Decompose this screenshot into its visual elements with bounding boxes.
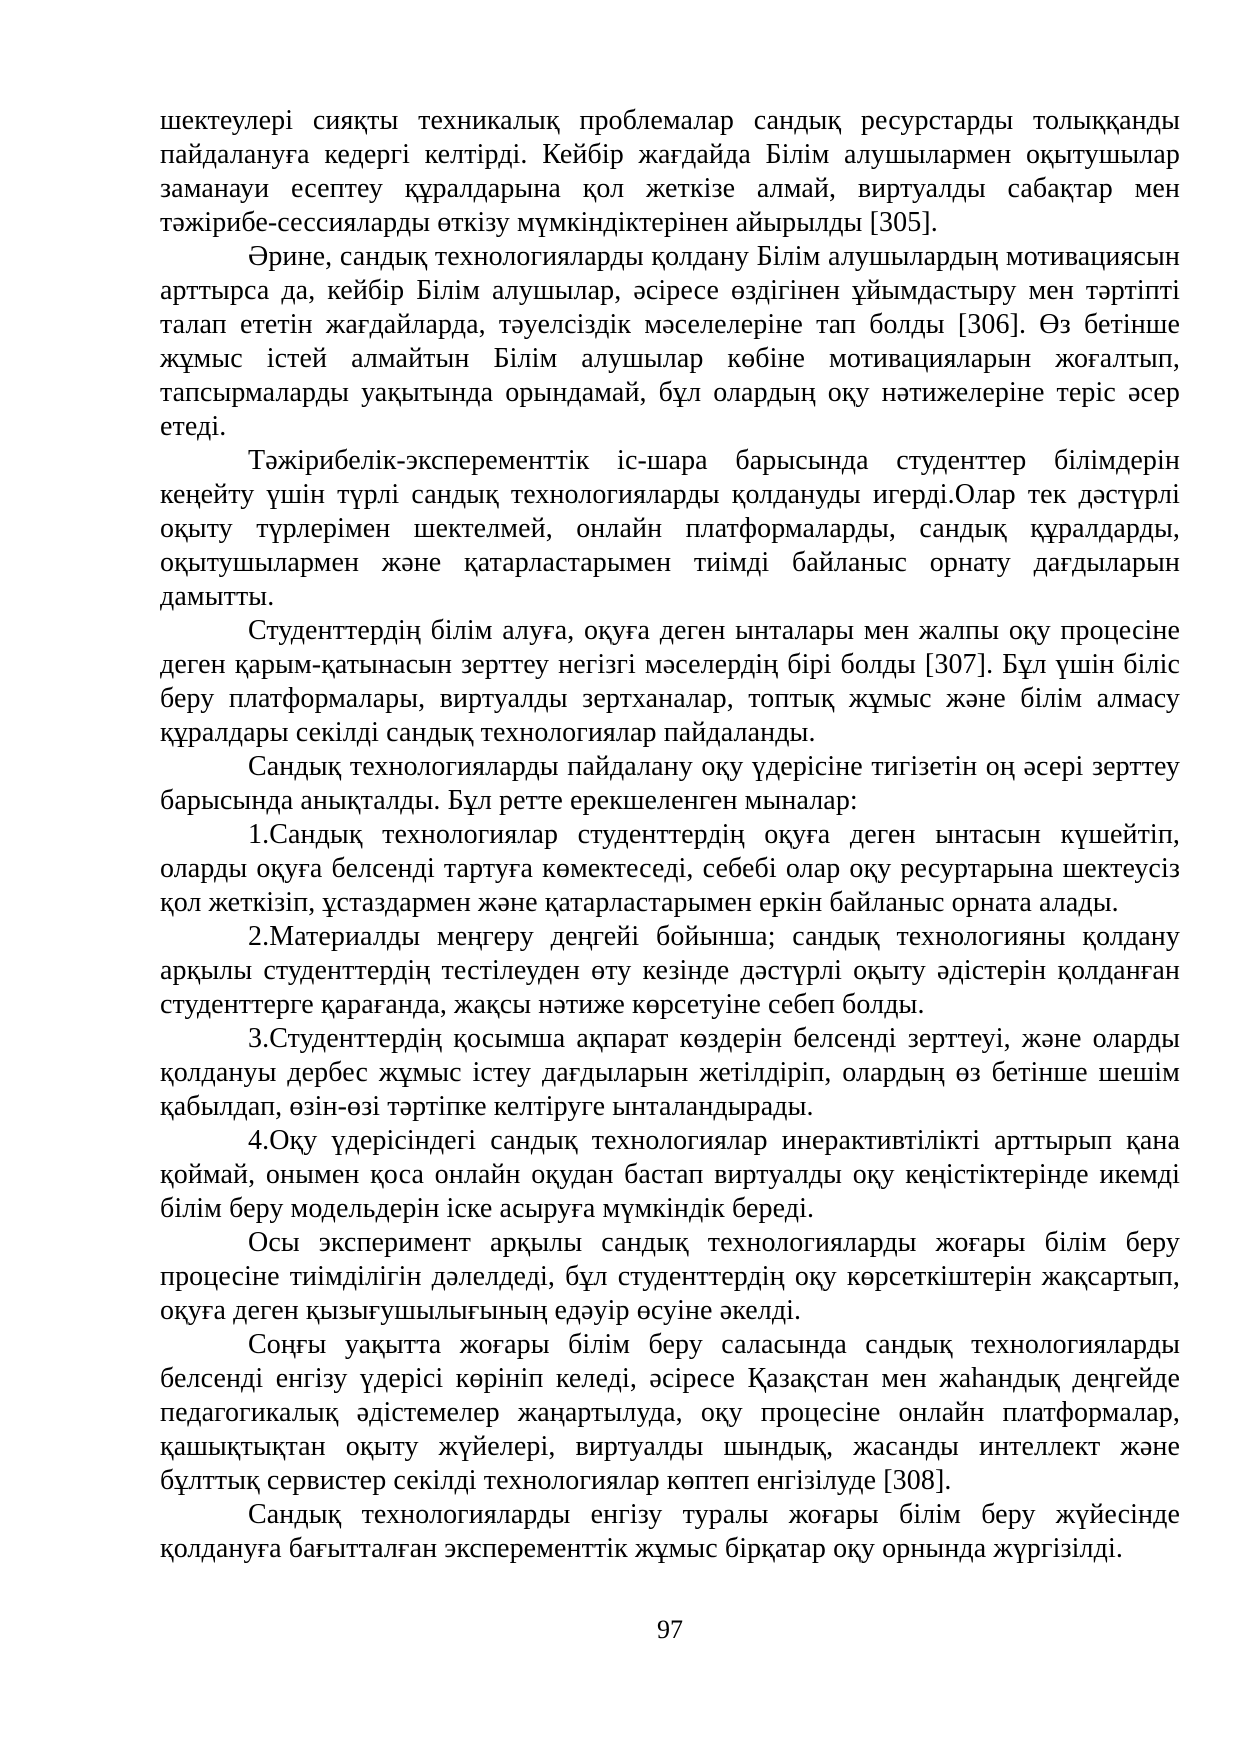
paragraph: Әрине, сандық технологияларды қолдану Білім алушылардың мотивациясын арттырса да, кейбір Білім алушылар, әсіресе өздігінен ұйымдастыру мен тәртіпті талап ететін жағдайларда, тәуелсіздік мәселелеріне тап болды [306]. Өз бетінше жұмыс істей алмайтын Білім алушылар көбіне мотивацияларын жоғалтып, тапсырмаларды уақытында орындамай, бұл олардың оқу нәтижелеріне теріс әсер етеді. — [160, 241, 1180, 442]
page-footer — [160, 1614, 1180, 1646]
paragraph: Соңғы уақытта жоғары білім беру саласында сандық технологияларды белсенді енгізу үдерісі көрініп келеді, әсіресе Қазақстан мен жаһандық деңгейде педагогикалық әдістемелер жаңартылуда, оқу процесіне онлайн платформалар, қашықтықтан оқыту жүйелері, виртуалды шындық, жасанды интеллект және бұлттық сервистер секілді технологиялар көптеп енгізілуде [308]. — [160, 1329, 1180, 1496]
paragraph: 1.Сандық технологиялар студенттердің оқуға деген ынтасын күшейтіп, оларды оқуға белсенді тартуға көмектеседі, себебі олар оқу ресуртарына шектеусіз қол жеткізіп, ұстаздармен және қатарластарымен еркін байланыс орната алады. — [160, 819, 1180, 918]
paragraph: 4.Оқу үдерісіндегі сандық технологиялар инерактивтілікті арттырып қана қоймай, онымен қоса онлайн оқудан бастап виртуалды оқу кеңістіктерінде икемді білім беру модельдерін іске асыруға мүмкіндік береді. — [160, 1125, 1180, 1224]
paragraph: Сандық технологияларды пайдалану оқу үдерісіне тигізетін оң әсері зерттеу барысында анықталды. Бұл ретте ерекшеленген мыналар: — [160, 751, 1180, 816]
text-block — [160, 104, 1180, 1566]
paragraph: Тәжірибелік-эксперементтік іс-шара барысында студенттер білімдерін кеңейту үшін түрлі сандық технологияларды қолдануды игерді.Олар тек дәстүрлі оқыту түрлерімен шектелмей, онлайн платформаларды, сандық құралдарды, оқытушылармен және қатарластарымен тиімді байланыс орнату дағдыларын дамытты. — [160, 445, 1180, 612]
paragraph: Студенттердің білім алуға, оқуға деген ынталары мен жалпы оқу процесіне деген қарым-қатынасын зерттеу негізгі мәселердің бірі болды [307]. Бұл үшін біліс беру платформалары, виртуалды зертханалар, топтық жұмыс және білім алмасу құралдары секілді сандық технологиялар пайдаланды. — [160, 615, 1180, 748]
paragraph: 3.Студенттердің қосымша ақпарат көздерін белсенді зерттеуі, және оларды қолдануы дербес жұмыс істеу дағдыларын жетілдіріп, олардың өз бетінше шешім қабылдап, өзін-өзі тәртіпке келтіруге ынталандырады. — [160, 1023, 1180, 1122]
paragraph: Осы эксперимент арқылы сандық технологияларды жоғары білім беру процесіне тиімділігін дәлелдеді, бұл студенттердің оқу көрсеткіштерін жақсартып, оқуға деген қызығушылығының едәуір өсуіне әкелді. — [160, 1227, 1180, 1326]
paragraph: 2.Материалды меңгеру деңгейі бойынша; сандық технологияны қолдану арқылы студенттердің тестілеуден өту кезінде дәстүрлі оқыту әдістерін қолданған студенттерге қарағанда, жақсы нәтиже көрсетуіне себеп болды. — [160, 921, 1180, 1020]
paragraph: Сандық технологияларды енгізу туралы жоғары білім беру жүйесінде қолдануға бағытталған эксперементтік жұмыс бірқатар оқу орнында жүргізілді. — [160, 1499, 1180, 1564]
paragraph: шектеулері сияқты техникалық проблемалар сандық ресурстарды толыққанды пайдалануға кедергі келтірді. Кейбір жағдайда Білім алушылармен оқытушылар заманауи есептеу құралдарына қол жеткізе алмай, виртуалды сабақтар мен тәжірибе-сессияларды өткізу мүмкіндіктерінен айырылды [305]. — [160, 105, 1180, 238]
page-number: 97 — [657, 1615, 683, 1644]
